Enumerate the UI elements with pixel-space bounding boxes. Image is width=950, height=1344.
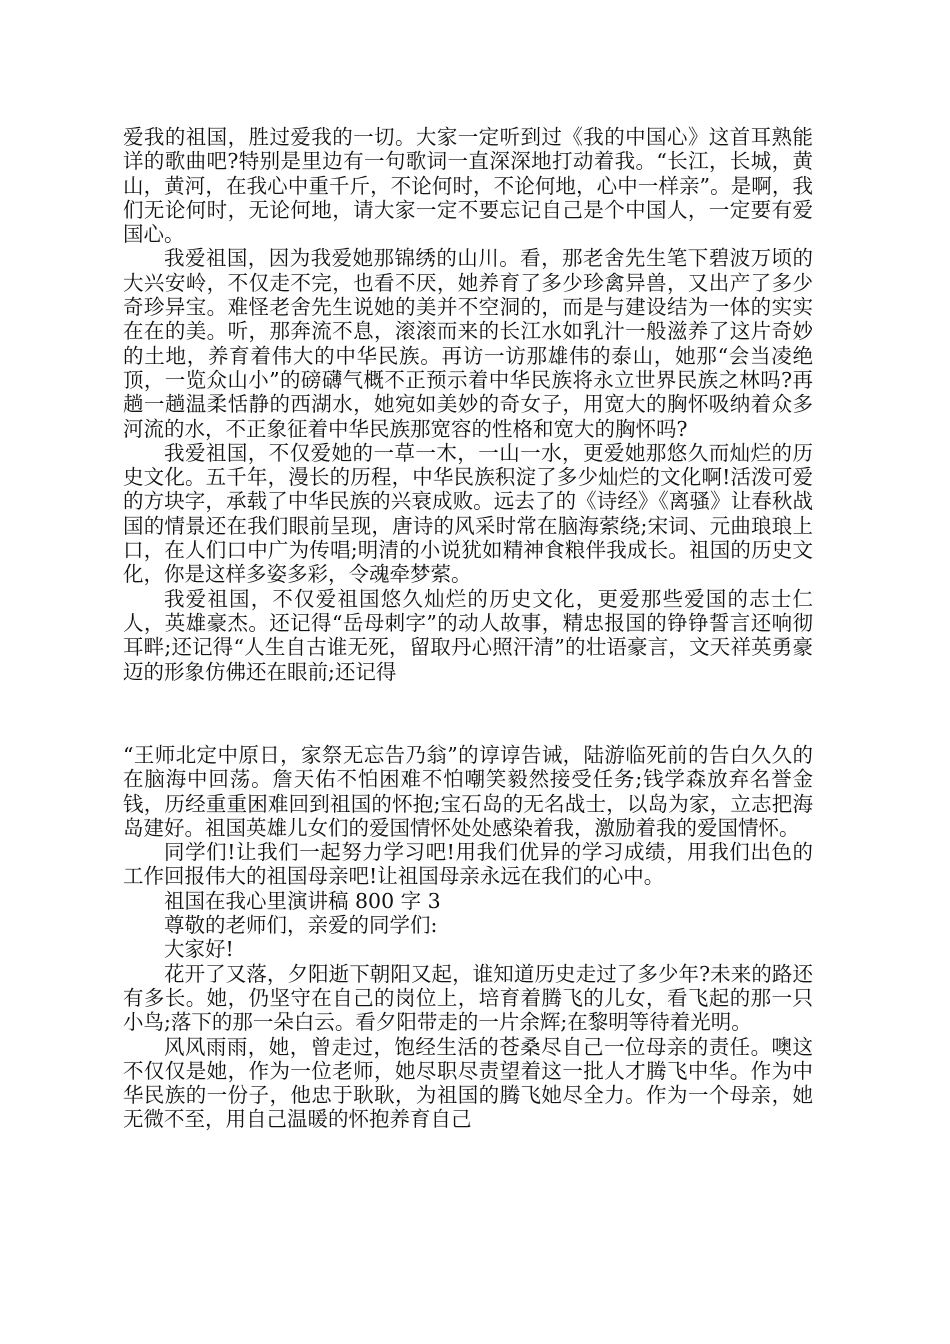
paragraph-closing-call: 同学们!让我们一起努力学习吧!用我们优异的学习成绩，用我们出色的工作回报伟大的祖国母亲吧!让祖国母亲永远在我们的心中。	[123, 840, 813, 889]
paragraph-continuation: 爱我的祖国，胜过爱我的一切。大家一定听到过《我的中国心》这首耳熟能详的歌曲吧?特别是里边有一句歌词一直深深地打动着我。“长江，长城，黄山，黄河，在我心中重千斤，不论何时，不论何地，心中一样亲”。是啊，我们无论何时，无论何地，请大家一定不要忘记自己是个中国人，一定要有爱国心。	[123, 125, 813, 247]
greeting-line: 尊敬的老师们，亲爱的同学们:	[164, 913, 438, 938]
paragraph-mountains-rivers: 我爱祖国，因为我爱她那锦绣的山川。看，那老舍先生笔下碧波万顷的大兴安岭，不仅走不完，也看不厌，她养育了多少珍禽异兽，又出产了多少奇珍异宝。难怪老舍先生说她的美并不空洞的，而是与建设结为一体的实实在在的美。听，那奔流不息，滚滚而来的长江水如乳汁一般滋养了这片奇妙的土地，养育着伟大的中华民族。再访一访那雄伟的泰山，她那“会当凌绝顶，一览众山小”的磅礴气概不正预示着中华民族将永立世界民族之林吗?再趟一趟温柔恬静的西湖水，她宛如美妙的奇女子，用宽大的胸怀吸纳着众多河流的水，不正象征着中华民族那宽容的性格和宽大的胸怀吗?	[123, 246, 813, 441]
paragraph-history-culture: 我爱祖国，不仅爱她的一草一木，一山一水，更爱她那悠久而灿烂的历史文化。五千年，漫长的历程，中华民族积淀了多少灿烂的文化啊!活泼可爱的方块字，承载了中华民族的兴衰成败。远去了的《诗经》《离骚》让春秋战国的情景还在我们眼前呈现，唐诗的风采时常在脑海萦绕;宋词、元曲琅琅上口，在人们口中广为传唱;明清的小说犹如精神食粮伴我成长。祖国的历史文化，你是这样多姿多彩，令魂牵梦萦。	[123, 440, 813, 587]
paragraph-patriotic-heroes: 我爱祖国，不仅爱祖国悠久灿烂的历史文化，更爱那些爱国的志士仁人，英雄豪杰。还记得“岳母刺字”的动人故事，精忠报国的铮铮誓言还响彻耳畔;还记得“人生自古谁无死，留取丹心照汗清”的壮语豪言，文天祥英勇豪迈的形象仿佛还在眼前;还记得	[123, 586, 813, 684]
text-block-top	[123, 125, 813, 684]
paragraph-wind-rain: 风风雨雨，她，曾走过，饱经生活的苍桑尽自己一位母亲的责任。噢这不仅仅是她，作为一位老师，她尽职尽责望着这一批人才腾飞中华。作为中华民族的一份子，他忠于耿耿，为祖国的腾飞她尽全力。作为一个母亲，她无微不至，用自己温暖的怀抱养育自己	[123, 1034, 813, 1132]
paragraph-flowers-sunset: 花开了又落，夕阳逝下朝阳又起，谁知道历史走过了多少年?未来的路还有多长。她，仍坚守在自己的岗位上，培育着腾飞的儿女，看飞起的那一只小鸟;落下的那一朵白云。看夕阳带走的一片余辉;在黎明等待着光明。	[123, 961, 813, 1035]
text-block-bottom	[123, 743, 813, 1132]
speech-title-line: 祖国在我心里演讲稿 800 字 3	[164, 888, 441, 913]
hello-line: 大家好!	[164, 937, 234, 962]
paragraph-heroes-continued: “王师北定中原日，家祭无忘告乃翁”的谆谆告诫，陆游临死前的告白久久的在脑海中回荡。詹天佑不怕困难不怕嘲笑毅然接受任务;钱学森放弃名誉金钱，历经重重困难回到祖国的怀抱;宝石岛的无名战士，以岛为家，立志把海岛建好。祖国英雄儿女们的爱国情怀处处感染着我，激励着我的爱国情怀。	[123, 743, 813, 840]
